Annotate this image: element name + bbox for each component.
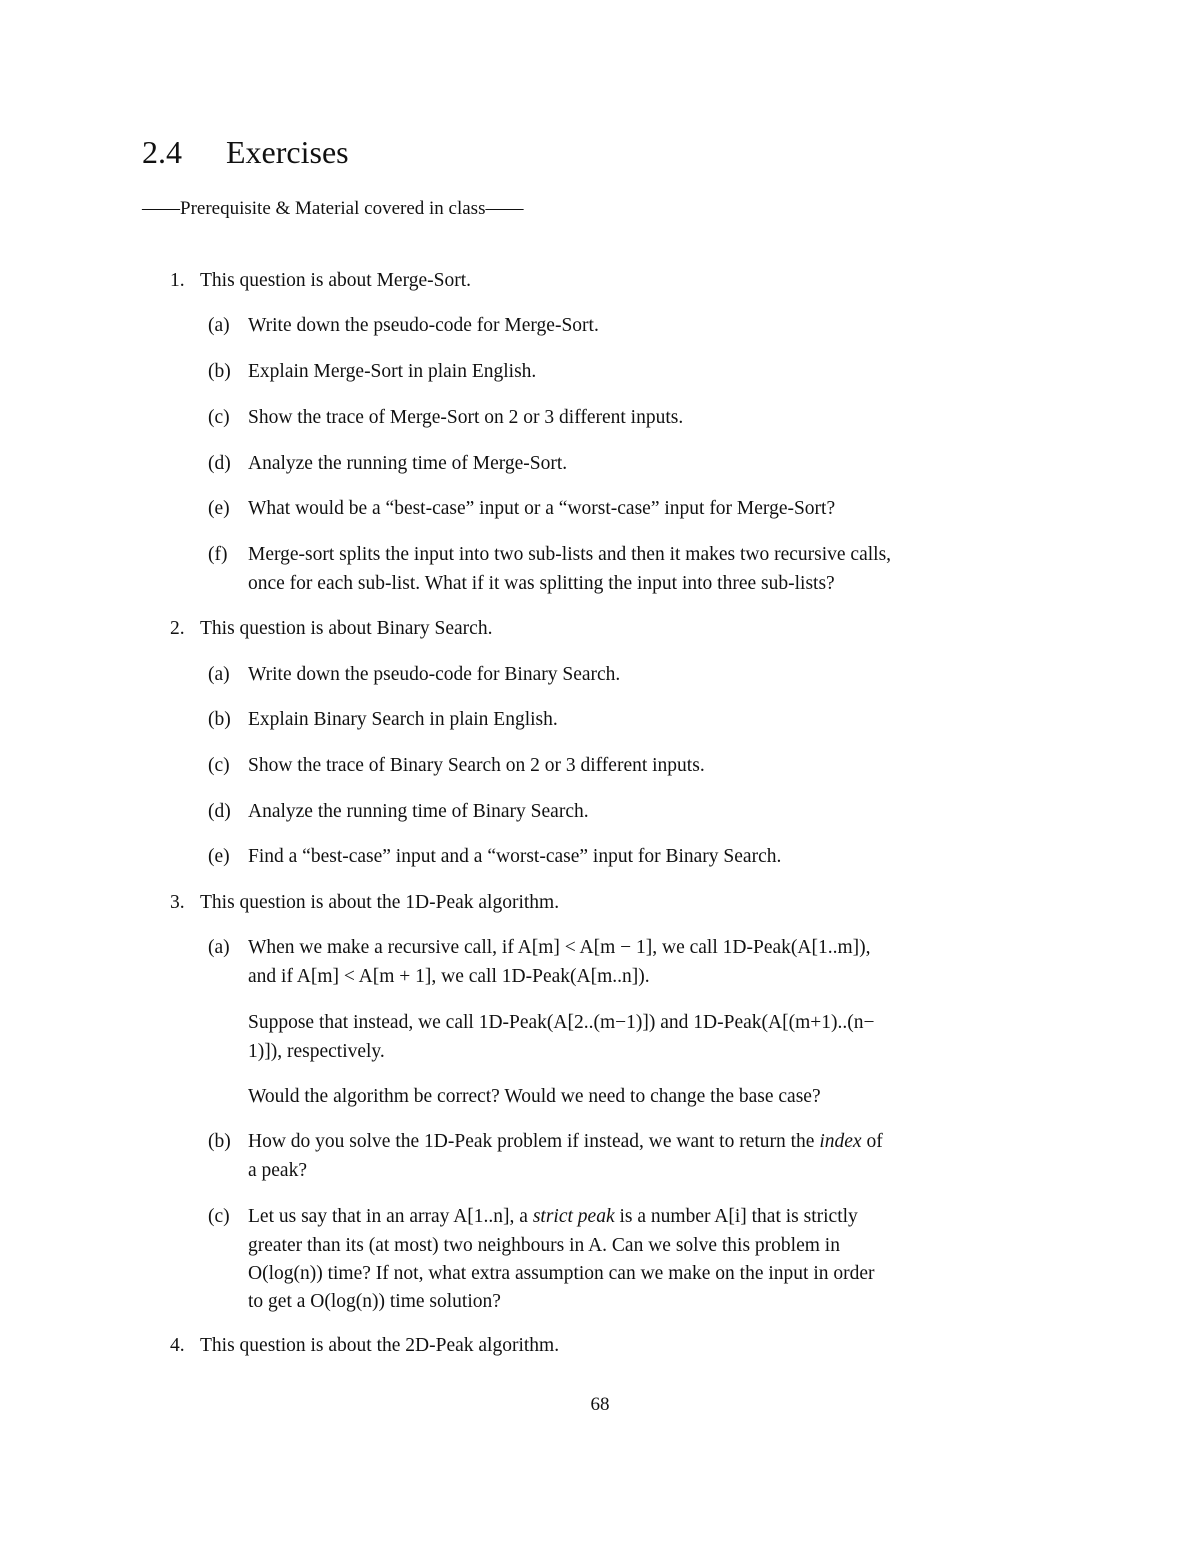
question-3a-cont: and if A[m] < A[m + 1], we call 1D-Peak(A[m..n]). <box>248 966 650 987</box>
section-title: Exercises <box>226 134 349 170</box>
question-2e: (e) Find a “best-case” input and a “worst-case” input for Binary Search. <box>208 846 782 867</box>
question-2a: (a) Write down the pseudo-code for Binary Search. <box>208 664 621 685</box>
emphasis-strict-peak: strict peak <box>532 1206 615 1227</box>
section-subtitle: ——Prerequisite & Material covered in class—— <box>142 198 524 219</box>
question-3c: (c) Let us say that in an array A[1..n], a strict peak is a number A[i] that is strictly <box>208 1206 858 1227</box>
question-1: 1. This question is about Merge-Sort. <box>170 270 471 291</box>
question-3a: (a) When we make a recursive call, if A[m] < A[m − 1], we call 1D-Peak(A[1..m]), <box>208 937 871 958</box>
page-number: 68 <box>590 1394 610 1415</box>
question-2d: (d) Analyze the running time of Binary Search. <box>208 801 589 822</box>
question-1c: (c) Show the trace of Merge-Sort on 2 or 3 different inputs. <box>208 407 684 428</box>
question-4: 4. This question is about the 2D-Peak algorithm. <box>170 1335 560 1356</box>
question-1e: (e) What would be a “best-case” input or a “worst-case” input for Merge-Sort? <box>208 498 836 519</box>
section-heading <box>142 134 349 171</box>
question-3a-para2: Suppose that instead, we call 1D-Peak(A[2..(m−1)]) and 1D-Peak(A[(m+1)..(n− <box>248 1012 875 1033</box>
question-3c-line2: greater than its (at most) two neighbours in A. Can we solve this problem in <box>248 1235 840 1256</box>
question-3b-cont: a peak? <box>248 1160 307 1181</box>
question-1f: (f) Merge-sort splits the input into two sub-lists and then it makes two recursive calls, <box>208 544 892 565</box>
question-1a: (a) Write down the pseudo-code for Merge-Sort. <box>208 315 599 336</box>
question-3b: (b) How do you solve the 1D-Peak problem if instead, we want to return the index of <box>208 1131 883 1152</box>
question-2b: (b) Explain Binary Search in plain English. <box>208 709 558 730</box>
question-1f-cont: once for each sub-list. What if it was splitting the input into three sub-lists? <box>248 573 835 594</box>
section-number: 2.4 <box>142 134 182 170</box>
question-3: 3. This question is about the 1D-Peak algorithm. <box>170 892 560 913</box>
question-2c: (c) Show the trace of Binary Search on 2 or 3 different inputs. <box>208 755 705 776</box>
question-3a-para3: Would the algorithm be correct? Would we need to change the base case? <box>248 1086 821 1107</box>
question-1b: (b) Explain Merge-Sort in plain English. <box>208 361 537 382</box>
question-2: 2. This question is about Binary Search. <box>170 618 493 639</box>
emphasis-index: index <box>819 1131 862 1152</box>
question-3c-line3: O(log(n)) time? If not, what extra assumption can we make on the input in order <box>248 1263 875 1284</box>
question-3c-line4: to get a O(log(n)) time solution? <box>248 1291 501 1312</box>
question-3a-para2-cont: 1)]), respectively. <box>248 1041 385 1062</box>
question-1d: (d) Analyze the running time of Merge-Sort. <box>208 453 568 474</box>
